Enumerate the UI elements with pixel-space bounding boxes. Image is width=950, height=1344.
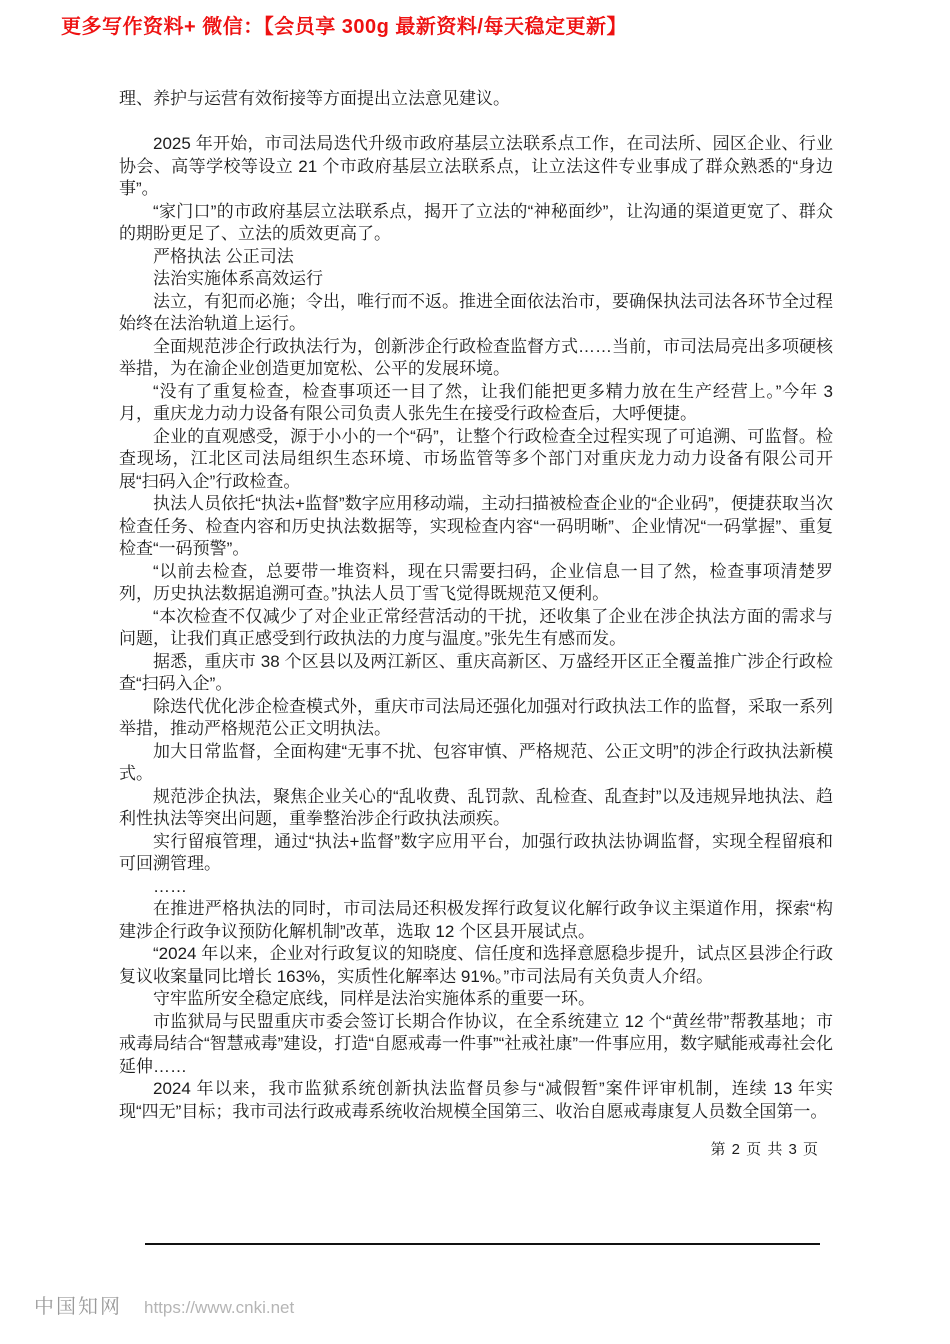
paragraph: 加大日常监督，全面构建“无事不扰、包容审慎、严格规范、公正文明”的涉企行政执法新模式。 <box>119 741 833 783</box>
paragraph: 法立，有犯而必施；令出，唯行而不返。推进全面依法治市，要确保执法司法各环节全过程始终在法治轨道上运行。 <box>119 291 833 333</box>
document-body <box>119 88 833 1123</box>
paragraph: 规范涉企执法，聚焦企业关心的“乱收费、乱罚款、乱检查、乱查封”以及违规异地执法、趋利性执法等突出问题，重拳整治涉企行政执法顽疾。 <box>119 786 833 828</box>
paragraph: …… <box>153 876 187 896</box>
paragraph: 在推进严格执法的同时，市司法局还积极发挥行政复议化解行政争议主渠道作用，探索“构建涉企行政争议预防化解机制”改革，选取 12 个区县开展试点。 <box>119 899 833 941</box>
paragraph: 据悉，重庆市 38 个区县以及两江新区、重庆高新区、万盛经开区正全覆盖推广涉企行政检查“扫码入企”。 <box>119 651 833 693</box>
paragraph: “没有了重复检查，检查事项还一目了然，让我们能把更多精力放在生产经营上。”今年 3 月，重庆龙力动力设备有限公司负责人张先生在接受行政检查后，大呼便捷。 <box>119 381 833 423</box>
paragraph: 执法人员依托“执法+监督”数字应用移动端，主动扫描被检查企业的“企业码”，便捷获取当次检查任务、检查内容和历史执法数据等，实现检查内容“一码明晰”、企业情况“一码掌握”、重复检查“一码预警”。 <box>119 494 833 558</box>
paragraph: 2025 年开始，市司法局迭代升级市政府基层立法联系点工作，在司法所、园区企业、行业协会、高等学校等设立 21 个市政府基层立法联系点，让立法这件专业事成了群众熟悉的“身边事”。 <box>119 134 833 198</box>
paragraph: 企业的直观感受，源于小小的一个“码”，让整个行政检查全过程实现了可追溯、可监督。检查现场，江北区司法局组织生态环境、市场监管等多个部门对重庆龙力动力设备有限公司开展“扫码入企”行政检查。 <box>119 426 833 491</box>
paragraph: 除迭代优化涉企检查模式外，重庆市司法局还强化加强对行政执法工作的监督，采取一系列举措，推动严格规范公正文明执法。 <box>119 696 833 738</box>
footer-divider <box>145 1243 820 1245</box>
paragraph: 严格执法 公正司法 <box>153 246 294 266</box>
paragraph: 理、养护与运营有效衔接等方面提出立法意见建议。 <box>119 89 510 108</box>
paragraph: 市监狱局与民盟重庆市委会签订长期合作协议，在全系统建立 12 个“黄丝带”帮教基地；市戒毒局结合“智慧戒毒”建设，打造“自愿戒毒一件事”“社戒社康”一件事应用，数字赋能戒毒社会化延伸…… <box>119 1011 833 1076</box>
paragraph: “本次检查不仅减少了对企业正常经营活动的干扰，还收集了企业在涉企执法方面的需求与问题，让我们真正感受到行政执法的力度与温度。”张先生有感而发。 <box>119 606 833 648</box>
paragraph <box>119 111 833 134</box>
promo-banner: 更多写作资料+ 微信：【会员享 300g 最新资料/每天稳定更新】 <box>61 16 627 38</box>
cnki-logo: 中国知网 <box>34 1296 122 1318</box>
paragraph: “以前去检查，总要带一堆资料，现在只需要扫码，企业信息一目了然，检查事项清楚罗列，历史执法数据追溯可查。”执法人员丁雪飞觉得既规范又便利。 <box>119 561 833 603</box>
paragraph: 2024 年以来，我市监狱系统创新执法监督员参与“减假暂”案件评审机制，连续 13 年实现“四无”目标；我市司法行政戒毒系统收治规模全国第三、收治自愿戒毒康复人员数全国第一。 <box>119 1079 833 1121</box>
paragraph: 实行留痕管理，通过“执法+监督”数字应用平台，加强行政执法协调监督，实现全程留痕和可回溯管理。 <box>119 831 833 873</box>
paragraph: “2024 年以来，企业对行政复议的知晓度、信任度和选择意愿稳步提升，试点区县涉企行政复议收案量同比增长 163%，实质性化解率达 91%。”市司法局有关负责人介绍。 <box>119 944 833 986</box>
paragraph: 法治实施体系高效运行 <box>153 269 323 288</box>
paragraph: 守牢监所安全稳定底线，同样是法治实施体系的重要一环。 <box>153 989 595 1008</box>
page-number: 第 2 页 共 3 页 <box>710 1141 819 1158</box>
paragraph: 全面规范涉企行政执法行为，创新涉企行政检查监督方式……当前，市司法局亮出多项硬核举措，为在渝企业创造更加宽松、公平的发展环境。 <box>119 336 833 378</box>
paragraph: “家门口”的市政府基层立法联系点，揭开了立法的“神秘面纱”，让沟通的渠道更宽了、群众的期盼更足了、立法的质效更高了。 <box>119 201 833 243</box>
cnki-url-link[interactable]: https://www.cnki.net <box>144 1298 295 1317</box>
site-footer <box>34 1290 294 1319</box>
